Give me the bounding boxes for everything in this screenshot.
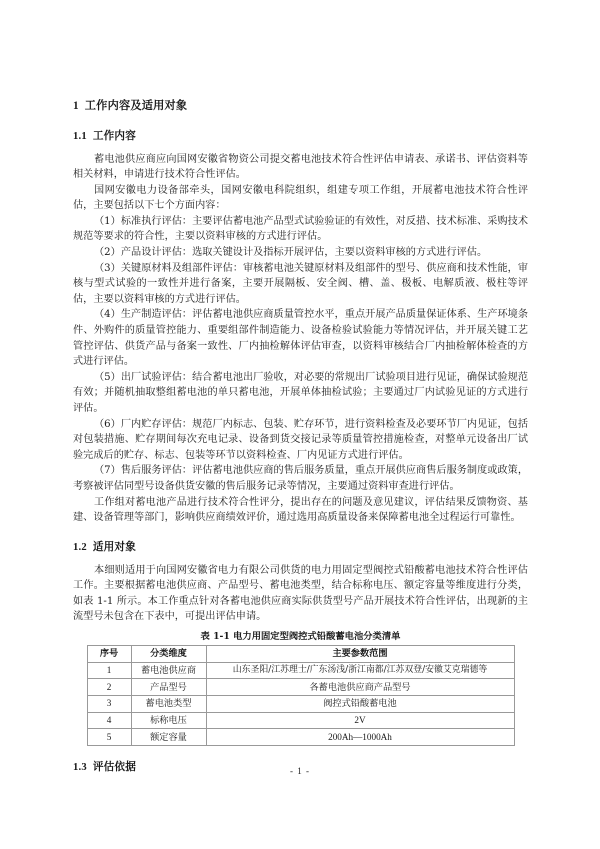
column-header-index: 序号 xyxy=(87,646,131,663)
heading-1-1-title: 工作内容 xyxy=(92,129,137,142)
cell-range: 山东圣阳/江苏理士/广东汤浅/浙江南都/江苏双登/安徽艾克瑞德等 xyxy=(206,662,514,679)
paragraph: （2）产品设计评估：选取关键设计及指标开展评估，主要以资料审核的方式进行评估。 xyxy=(94,247,488,259)
paragraph: 本细则适用于向国网安徽省电力有限公司供货的电力用固定型阀控式铅酸蓄电池技术符合性评估工作。主要根据蓄电池供应商、产品型号、蓄电池类型，结合标称电压、额定容量等维度进行分类，如表 1-1 所示。本工作重点针对各蓄电池供应商实际供货型号产品开展技术符合性评估，出现新的主流型号未包含在下表中，可提出评估申请。 xyxy=(73,564,528,623)
cell-range: 200Ah—1000Ah xyxy=(206,729,514,746)
cell-index: 2 xyxy=(87,679,131,696)
paragraph: （3）关键原材料及组部件评估：审核蓄电池关键原材料及组部件的型号、供应商和技术性能，审核与型式试验的一致性并进行备案，主要开展隔板、安全阀、槽、盖、极板、电解质液、极柱等评估，主要以资料审核的方式进行评估。 xyxy=(73,262,528,305)
cell-index: 4 xyxy=(87,712,131,729)
column-header-range: 主要参数范围 xyxy=(206,646,514,663)
paragraph: （6）厂内贮存评估：规范厂内标志、包装、贮存环节，进行资料检查及必要环节厂内见证，包括对包装措施、贮存期间每次充电记录、设备到货交接记录等质量管控措施检查，对整单元设备出厂试验完成后的贮存、标志、包装等环节以资料检查、厂内见证方式进行评估。 xyxy=(73,418,528,461)
table-row xyxy=(87,696,514,713)
table-caption: 表 1-1 电力用固定型阀控式铅酸蓄电池分类清单 xyxy=(200,630,401,642)
cell-index: 3 xyxy=(87,696,131,713)
cell-index: 1 xyxy=(87,662,131,679)
cell-dimension: 标称电压 xyxy=(131,712,206,729)
heading-1-1-number: 1.1 xyxy=(73,130,87,142)
paragraph: （1）标准执行评估：主要评估蓄电池产品型式试验验证的有效性，对反措、技术标准、采购技术规范等要求的符合性，主要以资料审核的方式进行评估。 xyxy=(73,215,528,243)
heading-1-number: 1 xyxy=(73,100,79,112)
paragraph: 蓄电池供应商应向国网安徽省物资公司提交蓄电池技术符合性评估申请表、承诺书、评估资料等相关材料，申请进行技术符合性评估。 xyxy=(73,153,528,181)
paragraph: 国网安徽电力设备部牵头，国网安徽电科院组织，组建专项工作组，开展蓄电池技术符合性评估，主要包括以下七个方面内容： xyxy=(73,184,528,212)
cell-range: 2V xyxy=(206,712,514,729)
heading-1 xyxy=(73,98,528,115)
heading-1-2 xyxy=(73,540,528,556)
table-row xyxy=(87,679,514,696)
page-footer xyxy=(0,766,600,776)
table-row xyxy=(87,729,514,746)
cell-index: 5 xyxy=(87,729,131,746)
heading-1-3-number: 1.3 xyxy=(73,762,87,774)
cell-dimension: 额定容量 xyxy=(131,729,206,746)
paragraph: 工作组对蓄电池产品进行技术符合性评分，提出存在的问题及意见建议，评估结果反馈物资、基建、设备管理等部门，影响供应商绩效评价，通过选用高质量设备来保障蓄电池全过程运行可靠性。 xyxy=(73,496,528,524)
cell-dimension: 蓄电池类型 xyxy=(131,696,206,713)
classification-table xyxy=(87,645,515,746)
heading-1-2-title: 适用对象 xyxy=(92,540,137,553)
heading-1-1 xyxy=(73,129,528,145)
heading-1-title: 工作内容及适用对象 xyxy=(84,98,188,112)
heading-1-2-number: 1.2 xyxy=(73,541,87,553)
paragraph: （5）出厂试验评估：结合蓄电池出厂验收，对必要的常规出厂试验项目进行见证，确保试验规范有效；并随机抽取整组蓄电池的单只蓄电池，开展单体抽检试验；主要通过厂内试验见证的方式进行评估。 xyxy=(73,371,528,414)
cell-dimension: 产品型号 xyxy=(131,679,206,696)
paragraph: （7）售后服务评估：评估蓄电池供应商的售后服务质量，重点开展供应商售后服务制度或政策，考察被评估同型号设备供货安徽的售后服务记录等情况，主要通过资料审查进行评估。 xyxy=(73,465,528,492)
table-header-row xyxy=(87,646,514,663)
column-header-dimension: 分类维度 xyxy=(131,646,206,663)
table-row xyxy=(87,662,514,679)
page-content xyxy=(73,98,528,783)
page-number: - 1 - xyxy=(290,766,310,776)
table-row xyxy=(87,712,514,729)
paragraph: （4）生产制造评估：评估蓄电池供应商质量管控水平，重点开展产品质量保证体系、生产环境条件、外购件的质量管控能力、重要组部件制造能力、设备检验试验能力等情况评估，并开展关键工艺管控评估、供货产品与备案一致性、厂内抽检解体评估审查，以资料审核结合厂内抽检解体检查的方式进行评估。 xyxy=(73,309,528,368)
cell-dimension: 蓄电池供应商 xyxy=(131,662,206,679)
heading-1-3-title: 评估依据 xyxy=(92,761,137,774)
cell-range: 阀控式铅酸蓄电池 xyxy=(206,696,514,713)
cell-range: 各蓄电池供应商产品型号 xyxy=(206,679,514,696)
